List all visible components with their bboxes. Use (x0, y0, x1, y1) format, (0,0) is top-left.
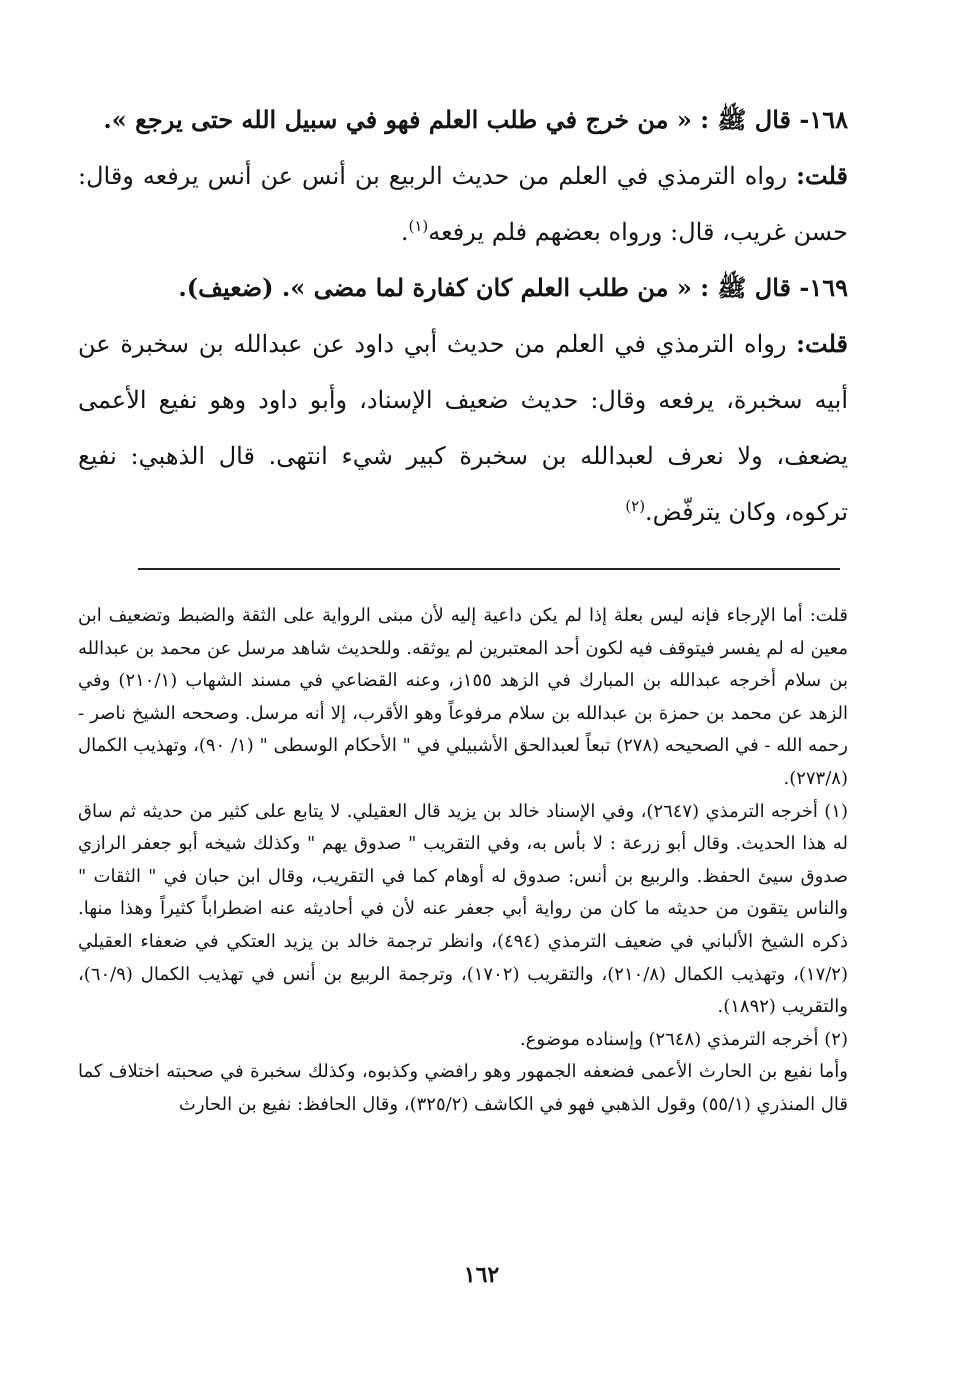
hadith-168-end: . (400, 218, 409, 246)
page-number: ١٦٢ (463, 1262, 500, 1288)
footnotes (78, 600, 848, 1122)
footnote-1: (١) أخرجه الترمذي (٢٦٤٧)، وفي الإسناد خالد بن يزيد قال العقيلي. لا يتابع على كثير من حديثه ثم ساق له هذا الحديث. وقال أبو زرعة : لا بأس به، وفي التقريب " صدوق يهم " وكذلك شيخه أبو جعفر الرازي صدوق سيئ الحفظ. والربيع بن أنس: صدوق له أوهام كما في التقريب، وقال ابن حبان في " الثقات " والناس يتقون من حديثه ما كان من رواية أبي جعفر عنه لأن في أحاديثه عنه اضطراباً كثيراً وهذا منها. ذكره الشيخ الألباني في ضعيف الترمذي (٤٩٤)، وانظر ترجمة خالد بن يزيد العتكي في ضعفاء العقيلي (١٧/٢)، وتهذيب الكمال (٢١٠/٨)، والتقريب (١٧٠٢)، وترجمة الربيع بن أنس في تهذيب الكمال (٦٠/٩)، والتقريب (١٨٩٢). (78, 800, 849, 1018)
footnote-continuation: قلت: أما الإرجاء فإنه ليس بعلة إذا لم يكن داعية إليه لأن مبنى الرواية على الثقة والضبط وتضعيف ابن معين له لم يفسر فيتوقف فيه لكون أحد المعتبرين لم يوثقه. وللحديث شاهد مرسل عن محمد بن عبدالله بن سلام أخرجه عبدالله بن المبارك في الزهد ١٥٥ز، وعنه القضاعي في مسند الشهاب (٢١٠/١) وفي الزهد عن محمد بن حمزة بن عبدالله بن سلام مرفوعاً وهو الأقرب، إلا أنه مرسل. وصححه الشيخ ناصر - رحمه الله - في الصحيحه (٢٧٨) تبعاً لعبدالحق الأشبيلي في " الأحكام الوسطى " (١/ ٩٠)، وتهذيب الكمال (٢٧٣/٨). (78, 605, 848, 789)
qult-label: قلت: (796, 161, 848, 190)
hadith-169-commentary (78, 316, 848, 540)
footnote-2-continuation: وأما نفيع بن الحارث الأعمى فضعفه الجمهور وهو رافضي وكذبوه، وكذلك سخبرة في صحبته اختلاف كما قال المنذري (٥٥/١) وقول الذهبي فهو في الكاشف (٣٢٥/٢)، وقال الحافظ: نفيع بن الحارث (78, 1061, 848, 1115)
qult-label: قلت: (796, 329, 848, 358)
footnote-ref-1[interactable]: (١) (408, 217, 429, 235)
hadith-169-heading: ١٦٩- قال ﷺ : « من طلب العلم كان كفارة لما مضى ». (ضعيف). (178, 273, 848, 302)
main-text (78, 92, 848, 540)
footnote-2: (٢) أخرجه الترمذي (٢٦٤٨) وإسناده موضوع. (519, 1028, 848, 1050)
footnote-separator (138, 568, 840, 570)
hadith-168-commentary (78, 148, 848, 260)
hadith-168-commentary-body: رواه الترمذي في العلم من حديث الربيع بن أنس عن أنس يرفعه وقال: حسن غريب، قال: ورواه بعضهم فلم يرفعه (78, 162, 848, 246)
hadith-168-heading: ١٦٨- قال ﷺ : « من خرج في طلب العلم فهو في سبيل الله حتى يرجع ». (103, 105, 848, 134)
hadith-169-commentary-body: رواه الترمذي في العلم من حديث أبي داود عن عبدالله بن سخبرة عن أبيه سخبرة، يرفعه وقال: حديث ضعيف الإسناد، وأبو داود وهو نفيع الأعمى يضعف، ولا نعرف لعبدالله بن سخبرة كبير شيء انتهى. قال الذهبي: نفيع تركوه، وكان يترفّض. (78, 330, 848, 526)
footnote-ref-2[interactable]: (٢) (625, 497, 646, 515)
